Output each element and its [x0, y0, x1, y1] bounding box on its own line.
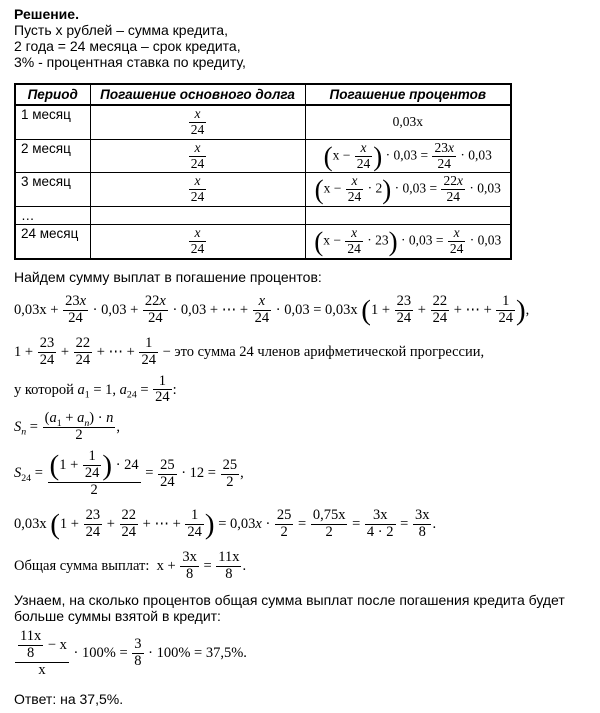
payment-table	[14, 83, 512, 260]
paragraph-question: Узнаем, на сколько процентов общая сумма выплат после погашения кредита будет больше суммы взятой в кредит:	[14, 591, 565, 624]
formula-percent: $\frac{11x}{8}$ − x x · 100% = $\frac{3}{8}$ · 100% = 37,5%.	[14, 629, 586, 679]
formula-total-sum: Общая сумма выплат: x + $\frac{3x}{8}$ = $\frac{11x}{8}$ .	[14, 548, 247, 582]
cell-period: 3 месяц	[15, 173, 90, 207]
solution-document	[14, 6, 586, 707]
intro-line-2: 2 года = 24 месяца – срок кредита,	[14, 38, 241, 54]
table-header-row	[15, 84, 511, 105]
cell-interest: (x − $\frac{x}{24}$ · 23) · 0,03 = $\frac{x}{24}$ · 0,03	[305, 225, 511, 259]
cell-principal	[90, 207, 305, 225]
table-row	[15, 225, 511, 259]
table-header-period: Период	[15, 84, 90, 105]
intro-line-3: 3% - процентная ставка по кредиту,	[14, 54, 246, 70]
cell-period: 1 месяц	[15, 105, 90, 139]
cell-period: 2 месяц	[15, 139, 90, 173]
cell-interest: (x − $\frac{x}{24}$ ) · 0,03 = $\frac{23x}{24}$ · 0,03	[305, 139, 511, 173]
cell-interest	[305, 207, 511, 225]
cell-period: 24 месяц	[15, 225, 90, 259]
cell-principal: $\frac{x}{24}$	[90, 105, 305, 139]
table-row	[15, 105, 511, 139]
formula-interest-sum: 0,03x + $\frac{23x}{24}$ · 0,03 + $\frac{22x}{24}$ · 0,03 + ⋯ + $\frac{x}{24}$ · 0,03 = 0,03x (1 + $\frac{23}{24}$ + $\frac{22}{24}$ + ⋯ + $\frac{1}{24}$ ),	[14, 292, 530, 327]
table-row-ellipsis	[15, 207, 511, 225]
formula-s24: $S_{24}$ = (1 + $\frac{1}{24}$ ) · 24 2 = $\frac{25}{24}$ · 12 = $\frac{25}{2}$ ,	[14, 448, 244, 499]
formula-progression-terms: у которой $a_1 = 1$, $a_{24}$ = $\frac{1}{24}$ :	[14, 372, 177, 406]
formula-series-note: 1 + $\frac{23}{24}$ + $\frac{22}{24}$ + ⋯ + $\frac{1}{24}$ − это сумма 24 членов арифметической прогрессии,	[14, 334, 485, 368]
cell-interest: 0,03x	[305, 105, 511, 139]
table-header-principal: Погашение основного долга	[90, 84, 305, 105]
intro-line-1: Пусть x рублей – сумма кредита,	[14, 22, 228, 38]
table-row	[15, 173, 511, 207]
paragraph-find-sum: Найдем сумму выплат в погашение процентов:	[14, 268, 322, 285]
cell-principal: $\frac{x}{24}$	[90, 139, 305, 173]
formula-sn: $S_n$ = $\frac{(a_1 + a_n) \cdot n}{2}$ ,	[14, 410, 121, 444]
cell-period: …	[15, 207, 90, 225]
table-row	[15, 139, 511, 173]
cell-interest: (x − $\frac{x}{24}$ · 2) · 0,03 = $\frac{22x}{24}$ · 0,03	[305, 173, 511, 207]
solution-heading: Решение.	[14, 6, 79, 22]
answer-line: Ответ: на 37,5%.	[14, 690, 124, 707]
cell-principal: $\frac{x}{24}$	[90, 173, 305, 207]
formula-total-interest: 0,03x (1 + $\frac{23}{24}$ + $\frac{22}{24}$ + ⋯ + $\frac{1}{24}$ ) = 0,03x · $\frac{25}{2}$ = $\frac{0,75x}{2}$ = $\frac{3x}{4 \cdot 2}$ = $\frac{3x}{8}$ .	[14, 507, 437, 541]
cell-principal: $\frac{x}{24}$	[90, 225, 305, 259]
table-header-interest: Погашение процентов	[305, 84, 511, 105]
